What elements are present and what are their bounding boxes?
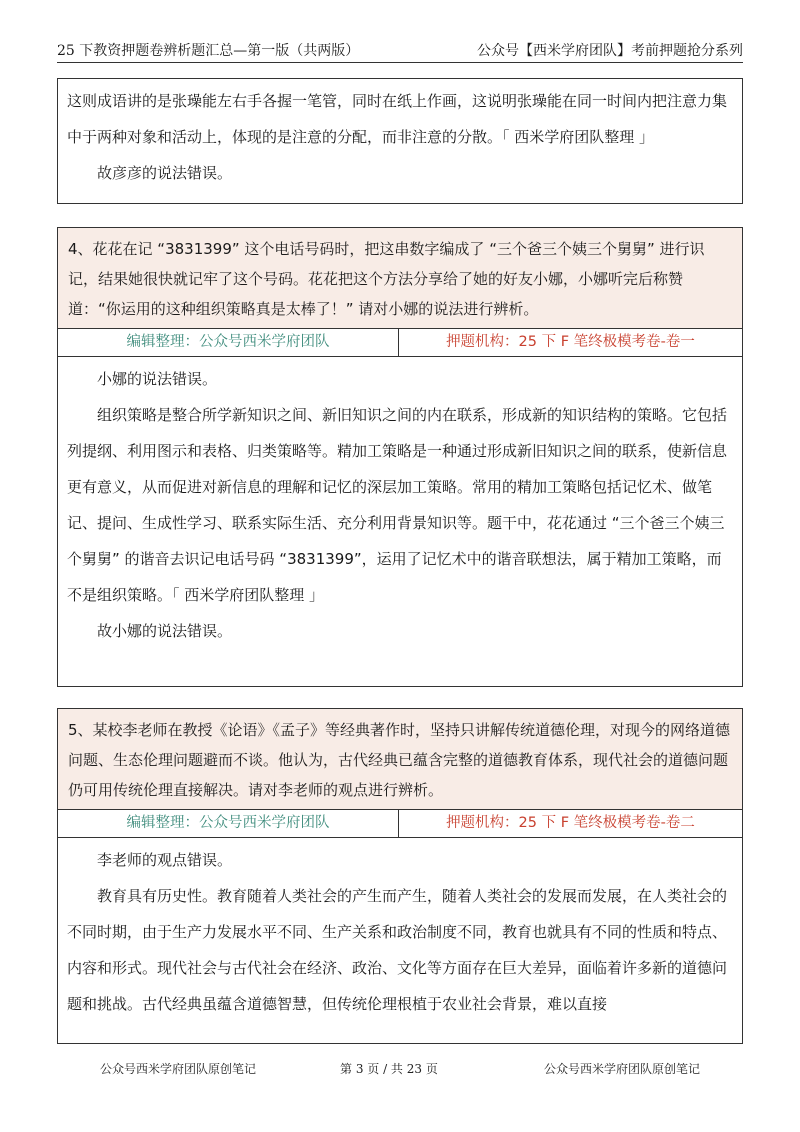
page-header	[57, 38, 743, 63]
question-5-box	[57, 708, 743, 1044]
question-4-box	[57, 227, 743, 687]
footer-left: 公众号西米学府团队原创笔记	[100, 1062, 257, 1076]
header-right: 公众号【西米学府团队】考前押题抢分系列	[477, 43, 743, 59]
answer-body	[58, 357, 742, 653]
question-4-text: 4、花花在记 “3831399” 这个电话号码时，把这串数字编成了 “三个爸三个姨三个舅舅” 进行识记，结果她很快就记牢了这个号码。花花把这个方法分享给了她的好友小娜，小娜听完后称赞道：“你运用的这种组织策略真是太棒了！” 请对小娜的说法进行辨析。	[58, 228, 742, 329]
source-label: 押题机构：25 下 F 笔终极模考卷-卷一	[446, 334, 695, 350]
answer-verdict: 李老师的观点错误。	[97, 851, 233, 869]
editor-label: 编辑整理：公众号西米学府团队	[58, 810, 399, 837]
answer-conclusion: 故彦彦的说法错误。	[97, 164, 233, 182]
answer-conclusion: 故小娜的说法错误。	[97, 622, 233, 640]
question-5-meta	[58, 810, 742, 838]
source-label: 押题机构：25 下 F 笔终极模考卷-卷二	[446, 815, 695, 831]
answer-body	[58, 79, 742, 195]
answer-box-continued	[57, 78, 743, 204]
question-4-meta	[58, 329, 742, 357]
answer-paragraph: 这则成语讲的是张璪能左右手各握一笔管，同时在纸上作画，这说明张璪能在同一时间内把注意力集中于两种对象和活动上，体现的是注意的分配，而非注意的分散。「 西米学府团队整理 」	[67, 92, 728, 146]
footer-right: 公众号西米学府团队原创笔记	[543, 1062, 700, 1076]
answer-verdict: 小娜的说法错误。	[97, 370, 218, 388]
answer-body	[58, 838, 742, 1026]
editor-label: 编辑整理：公众号西米学府团队	[58, 329, 399, 356]
answer-paragraph: 组织策略是整合所学新知识之间、新旧知识之间的内在联系，形成新的知识结构的策略。它包括列提纲、利用图示和表格、归类策略等。精加工策略是一种通过形成新旧知识之间的联系，使新信息更有意义，从而促进对新信息的理解和记忆的深层加工策略。常用的精加工策略包括记忆术、做笔记、提问、生成性学习、联系实际生活、充分利用背景知识等。题干中，花花通过 “三个爸三个姨三个舅舅” 的谐音去识记电话号码 “3831399”，运用了记忆术中的谐音联想法，属于精加工策略，而不是组织策略。「 西米学府团队整理 」	[67, 406, 728, 604]
page-number: 第 3 页 / 共 23 页	[340, 1062, 438, 1076]
page-footer	[100, 1060, 700, 1080]
question-5-text: 5、某校李老师在教授《论语》《孟子》等经典著作时，坚持只讲解传统道德伦理，对现今的网络道德问题、生态伦理问题避而不谈。他认为，古代经典已蕴含完整的道德教育体系，现代社会的道德问题仍可用传统伦理直接解决。请对李老师的观点进行辨析。	[58, 709, 742, 810]
header-left: 25 下教资押题卷辨析题汇总—第一版（共两版）	[57, 43, 360, 59]
answer-paragraph: 教育具有历史性。教育随着人类社会的产生而产生，随着人类社会的发展而发展，在人类社会的不同时期，由于生产力发展水平不同、生产关系和政治制度不同，教育也就具有不同的性质和特点、内容和形式。现代社会与古代社会在经济、政治、文化等方面存在巨大差异，面临着许多新的道德问题和挑战。古代经典虽蕴含道德智慧，但传统伦理根植于农业社会背景，难以直接	[67, 887, 728, 1013]
